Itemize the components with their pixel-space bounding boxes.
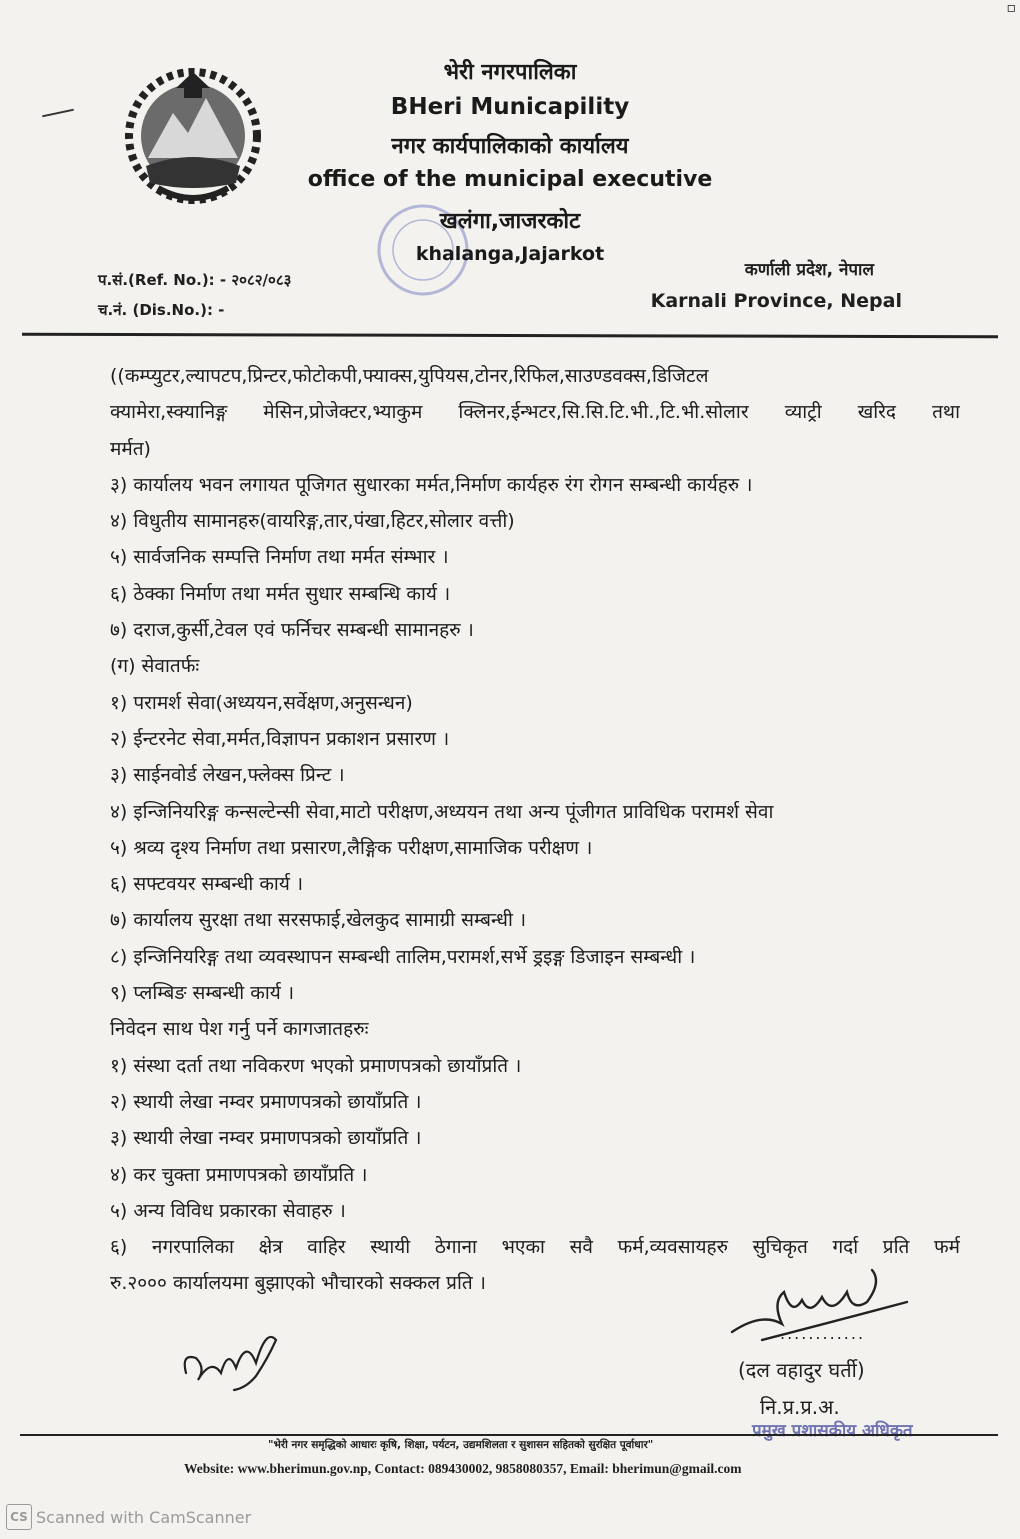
scanner-watermark (6, 1504, 251, 1530)
footer-motto: "भेरी नगर समृद्धिको आधारः कृषि, शिक्षा, पर्यटन, उद्यमशिलता र सुशासन सहितको सुरक्षित पूर्वाधार" (268, 1439, 654, 1451)
list-item: ५) अन्य विविध प्रकारका सेवाहरु । (110, 1199, 346, 1222)
place-np: खलंगा,जाजरकोट (439, 209, 581, 234)
body-line: ((कम्प्युटर,ल्यापटप,प्रिन्टर,फोटोकपी,फ्याक्स,युपियस,टोनर,रिफिल,साउण्डवक्स,डिजिटल (110, 365, 709, 387)
list-item: ३) स्थायी लेखा नम्वर प्रमाणपत्रको छायाँप्रति । (110, 1127, 422, 1150)
list-item: ७) कार्यालय सुरक्षा तथा सरसफाई,खेलकुद सामाग्री सम्बन्धी । (110, 909, 527, 932)
list-item: ६) सफ्टवयर सम्बन्धी कार्य । (110, 873, 304, 896)
scanner-label: Scanned with CamScanner (36, 1507, 252, 1527)
designation-stamp: प्रमुख प्रशासकीय अधिकृत (752, 1421, 913, 1441)
header-divider (22, 333, 998, 339)
list-item: २) स्थायी लेखा नम्वर प्रमाणपत्रको छायाँप्रति । (110, 1090, 422, 1113)
list-item: ४) इन्जिनियरिङ्ग कन्सल्टेन्सी सेवा,माटो परीक्षण,अध्ययन तथा अन्य पूंजीगत प्राविधिक परामर्श सेवा (110, 800, 774, 823)
signatory-name: (दल वहादुर घर्ती) (738, 1358, 865, 1382)
list-item: ८) इन्जिनियरिङ्ग तथा व्यवस्थापन सम्बन्धी तालिम,परामर्श,सर्भे ड्रइङ्ग डिजाइन सम्बन्धी । (110, 945, 696, 968)
municipality-name-np: भेरी नगरपालिका (443, 60, 577, 85)
nepal-emblem-icon (118, 58, 268, 208)
list-item: १) संस्था दर्ता तथा नविकरण भएको प्रमाणपत्रको छायाँप्रति । (110, 1054, 522, 1077)
camscanner-logo-icon: CS (6, 1504, 32, 1530)
margin-mark (42, 109, 74, 118)
list-item: रु.२००० कार्यालयमा बुझाएको भौचारको सक्कल प्रति । (110, 1272, 486, 1295)
list-item: १) परामर्श सेवा(अध्ययन,सर्वेक्षण,अनुसन्धन) (110, 691, 413, 714)
dispatch-number: च.नं. (Dis.No.): - (98, 301, 225, 319)
province-en: Karnali Province, Nepal (650, 290, 902, 312)
corner-mark: ▫ (1006, 0, 1016, 16)
list-item: २) ईन्टरनेट सेवा,मर्मत,विज्ञापन प्रकाशन प्रसारण । (110, 727, 450, 750)
list-item: ४) विधुतीय सामानहरु(वायरिङ्ग,तार,पंखा,हिटर,सोलार वत्ती) (110, 510, 515, 533)
office-name-en: office of the municipal executive (307, 167, 713, 192)
place-en: khalanga,Jajarkot (415, 243, 605, 265)
signatory-designation: नि.प्र.प्र.अ. (760, 1395, 840, 1419)
list-item: ५) श्रव्य दृश्य निर्माण तथा प्रसारण,लैङ्गिक परीक्षण,सामाजिक परीक्षण । (110, 836, 593, 859)
footer-divider (20, 1434, 998, 1436)
section-heading: (ग) सेवातर्फः (110, 655, 200, 678)
footer-contact: Website: www.bherimun.gov.np, Contact: 089430002, 9858080357, Email: bherimun@gmail.com (184, 1461, 742, 1476)
list-item: ६) ठेक्का निर्माण तथा मर्मत सुधार सम्बन्धि कार्य । (110, 582, 451, 605)
reference-number: प.सं.(Ref. No.): - २०८२/०८३ (98, 271, 292, 289)
municipality-name-en: BHeri Municapility (390, 94, 630, 120)
list-item: ४) कर चुक्ता प्रमाणपत्रको छायाँप्रति । (110, 1163, 368, 1186)
section-heading: निवेदन साथ पेश गर्नु पर्ने कागजातहरुः (110, 1018, 369, 1041)
list-item: ५) सार्वजनिक सम्पत्ति निर्माण तथा मर्मत संम्भार । (110, 546, 449, 569)
province-np: कर्णाली प्रदेश, नेपाल (744, 260, 874, 280)
list-item: ७) दराज,कुर्सी,टेवल एवं फर्निचर सम्बन्धी सामानहरु । (110, 619, 474, 642)
letterhead (0, 0, 1020, 340)
handwritten-initials-icon (176, 1318, 286, 1398)
letter-body (110, 358, 960, 1302)
body-line: क्यामेरा,स्क्यानिङ्ग मेसिन,प्रोजेक्टर,भ्याकुम क्लिनर,ईन्भटर,सि.सि.टि.भी.,टि.भी.सोलार व्याट्री खरिद तथा (110, 401, 960, 424)
list-item: ३) साईनवोर्ड लेखन,फ्लेक्स प्रिन्ट । (110, 764, 345, 787)
list-item: ३) कार्यालय भवन लगायत पूजिगत सुधारका मर्मत,निर्माण कार्यहरु रंग रोगन सम्बन्धी कार्यहरु । (110, 473, 753, 496)
body-line: मर्मत) (110, 437, 151, 460)
list-item: ९) प्लम्बिङ सम्बन्धी कार्य । (110, 982, 295, 1005)
list-item: ६) नगरपालिका क्षेत्र वाहिर स्थायी ठेगाना भएका सवै फर्म,व्यवसायहरु सुचिकृत गर्दा प्रति फर्म (110, 1236, 960, 1259)
office-name-np: नगर कार्यपालिकाको कार्यालय (391, 134, 629, 159)
signature-dots: ............ (780, 1324, 866, 1343)
